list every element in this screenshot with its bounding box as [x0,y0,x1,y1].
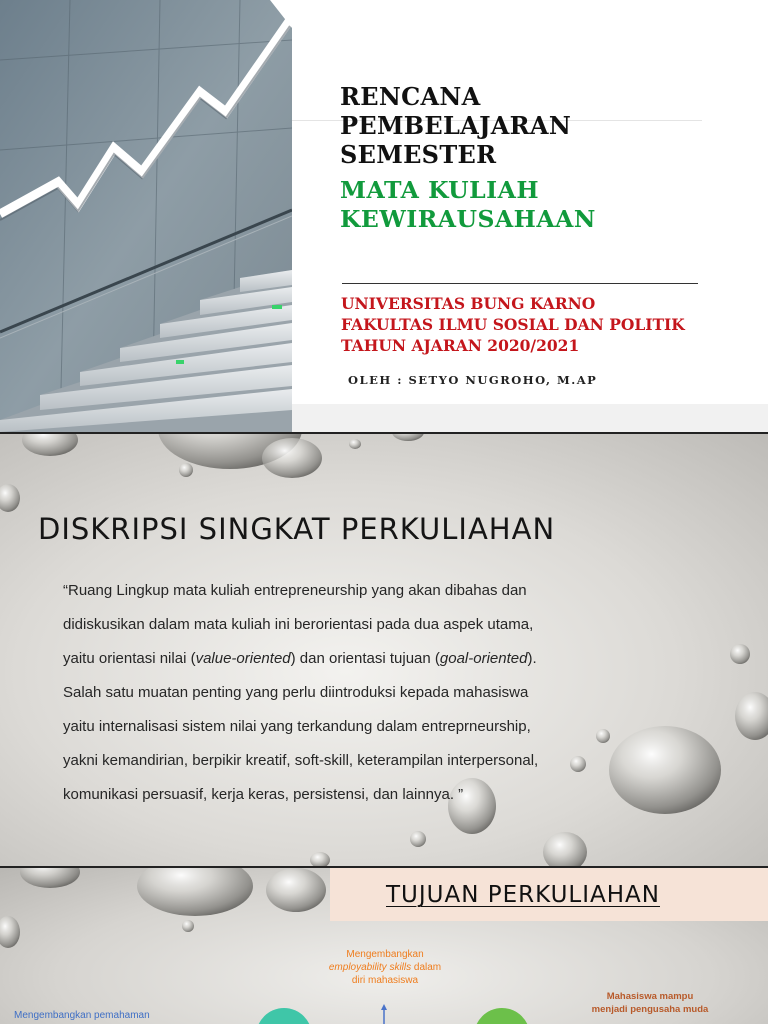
description-slide [0,434,768,866]
paragraph-line: komunikasi persuasif, kerja keras, persistensi, dan lainnya. ” [63,786,464,803]
objective-understanding: Mengembangkan pemahaman [14,1010,150,1021]
footer-band [292,404,768,432]
paragraph-line: “Ruang Lingkup mata kuliah entrepreneurship yang akan dibahas dan [63,582,527,599]
course-name-line: KEWIRAUSAHAAN [340,205,596,233]
objective-line: employability skills dalam [328,962,442,973]
title-line: PEMBELAJARAN [340,111,572,140]
objective-line: Mengembangkan [346,949,424,960]
title-line: SEMESTER [340,140,497,169]
faculty-name: FAKULTAS ILMU SOSIAL DAN POLITIK [341,315,685,334]
paragraph-line: Salah satu muatan penting yang perlu diintroduksi kepada mahasiswa [63,684,529,701]
institution-info [341,293,761,356]
description-paragraph [63,574,593,812]
objective-entrepreneur [570,990,730,1016]
paragraph-line: yaitu internalisasi sistem nilai yang terkandung dalam entreprneurship, [63,718,531,735]
objectives-slide [0,868,768,1024]
objective-line: diri mahasiswa [351,975,419,986]
academic-year: TAHUN AJARAN 2020/2021 [341,336,580,355]
stairs-arrow-image [0,0,292,432]
author: OLEH : SETYO NUGROHO, M.AP [348,373,598,387]
paragraph-line: yakni kemandirian, berpikir kreatif, soft-skill, keterampilan interpersonal, [63,752,539,769]
objective-line: Mahasiswa mampu [606,991,694,1002]
title-line: RENCANA [340,82,481,111]
slide-title: DISKRIPSI SINGKAT PERKULIAHAN [38,512,556,546]
slide-title: TUJUAN PERKULIAHAN [386,882,660,908]
title-slide [0,0,768,432]
paragraph-line: didiskusikan dalam mata kuliah ini berorientasi pada dua aspek utama, [63,616,534,633]
objective-line: menjadi pengusaha muda [591,1004,709,1015]
course-name [340,176,760,234]
slide-title [340,82,760,169]
divider [342,283,698,284]
arrow-up-icon [380,1004,388,1024]
paragraph-line: yaitu orientasi nilai (value-oriented) dan orientasi tujuan (goal-oriented). [63,650,537,667]
course-name-line: MATA KULIAH [340,176,540,204]
university-name: UNIVERSITAS BUNG KARNO [341,294,596,313]
objective-employability [300,948,470,987]
